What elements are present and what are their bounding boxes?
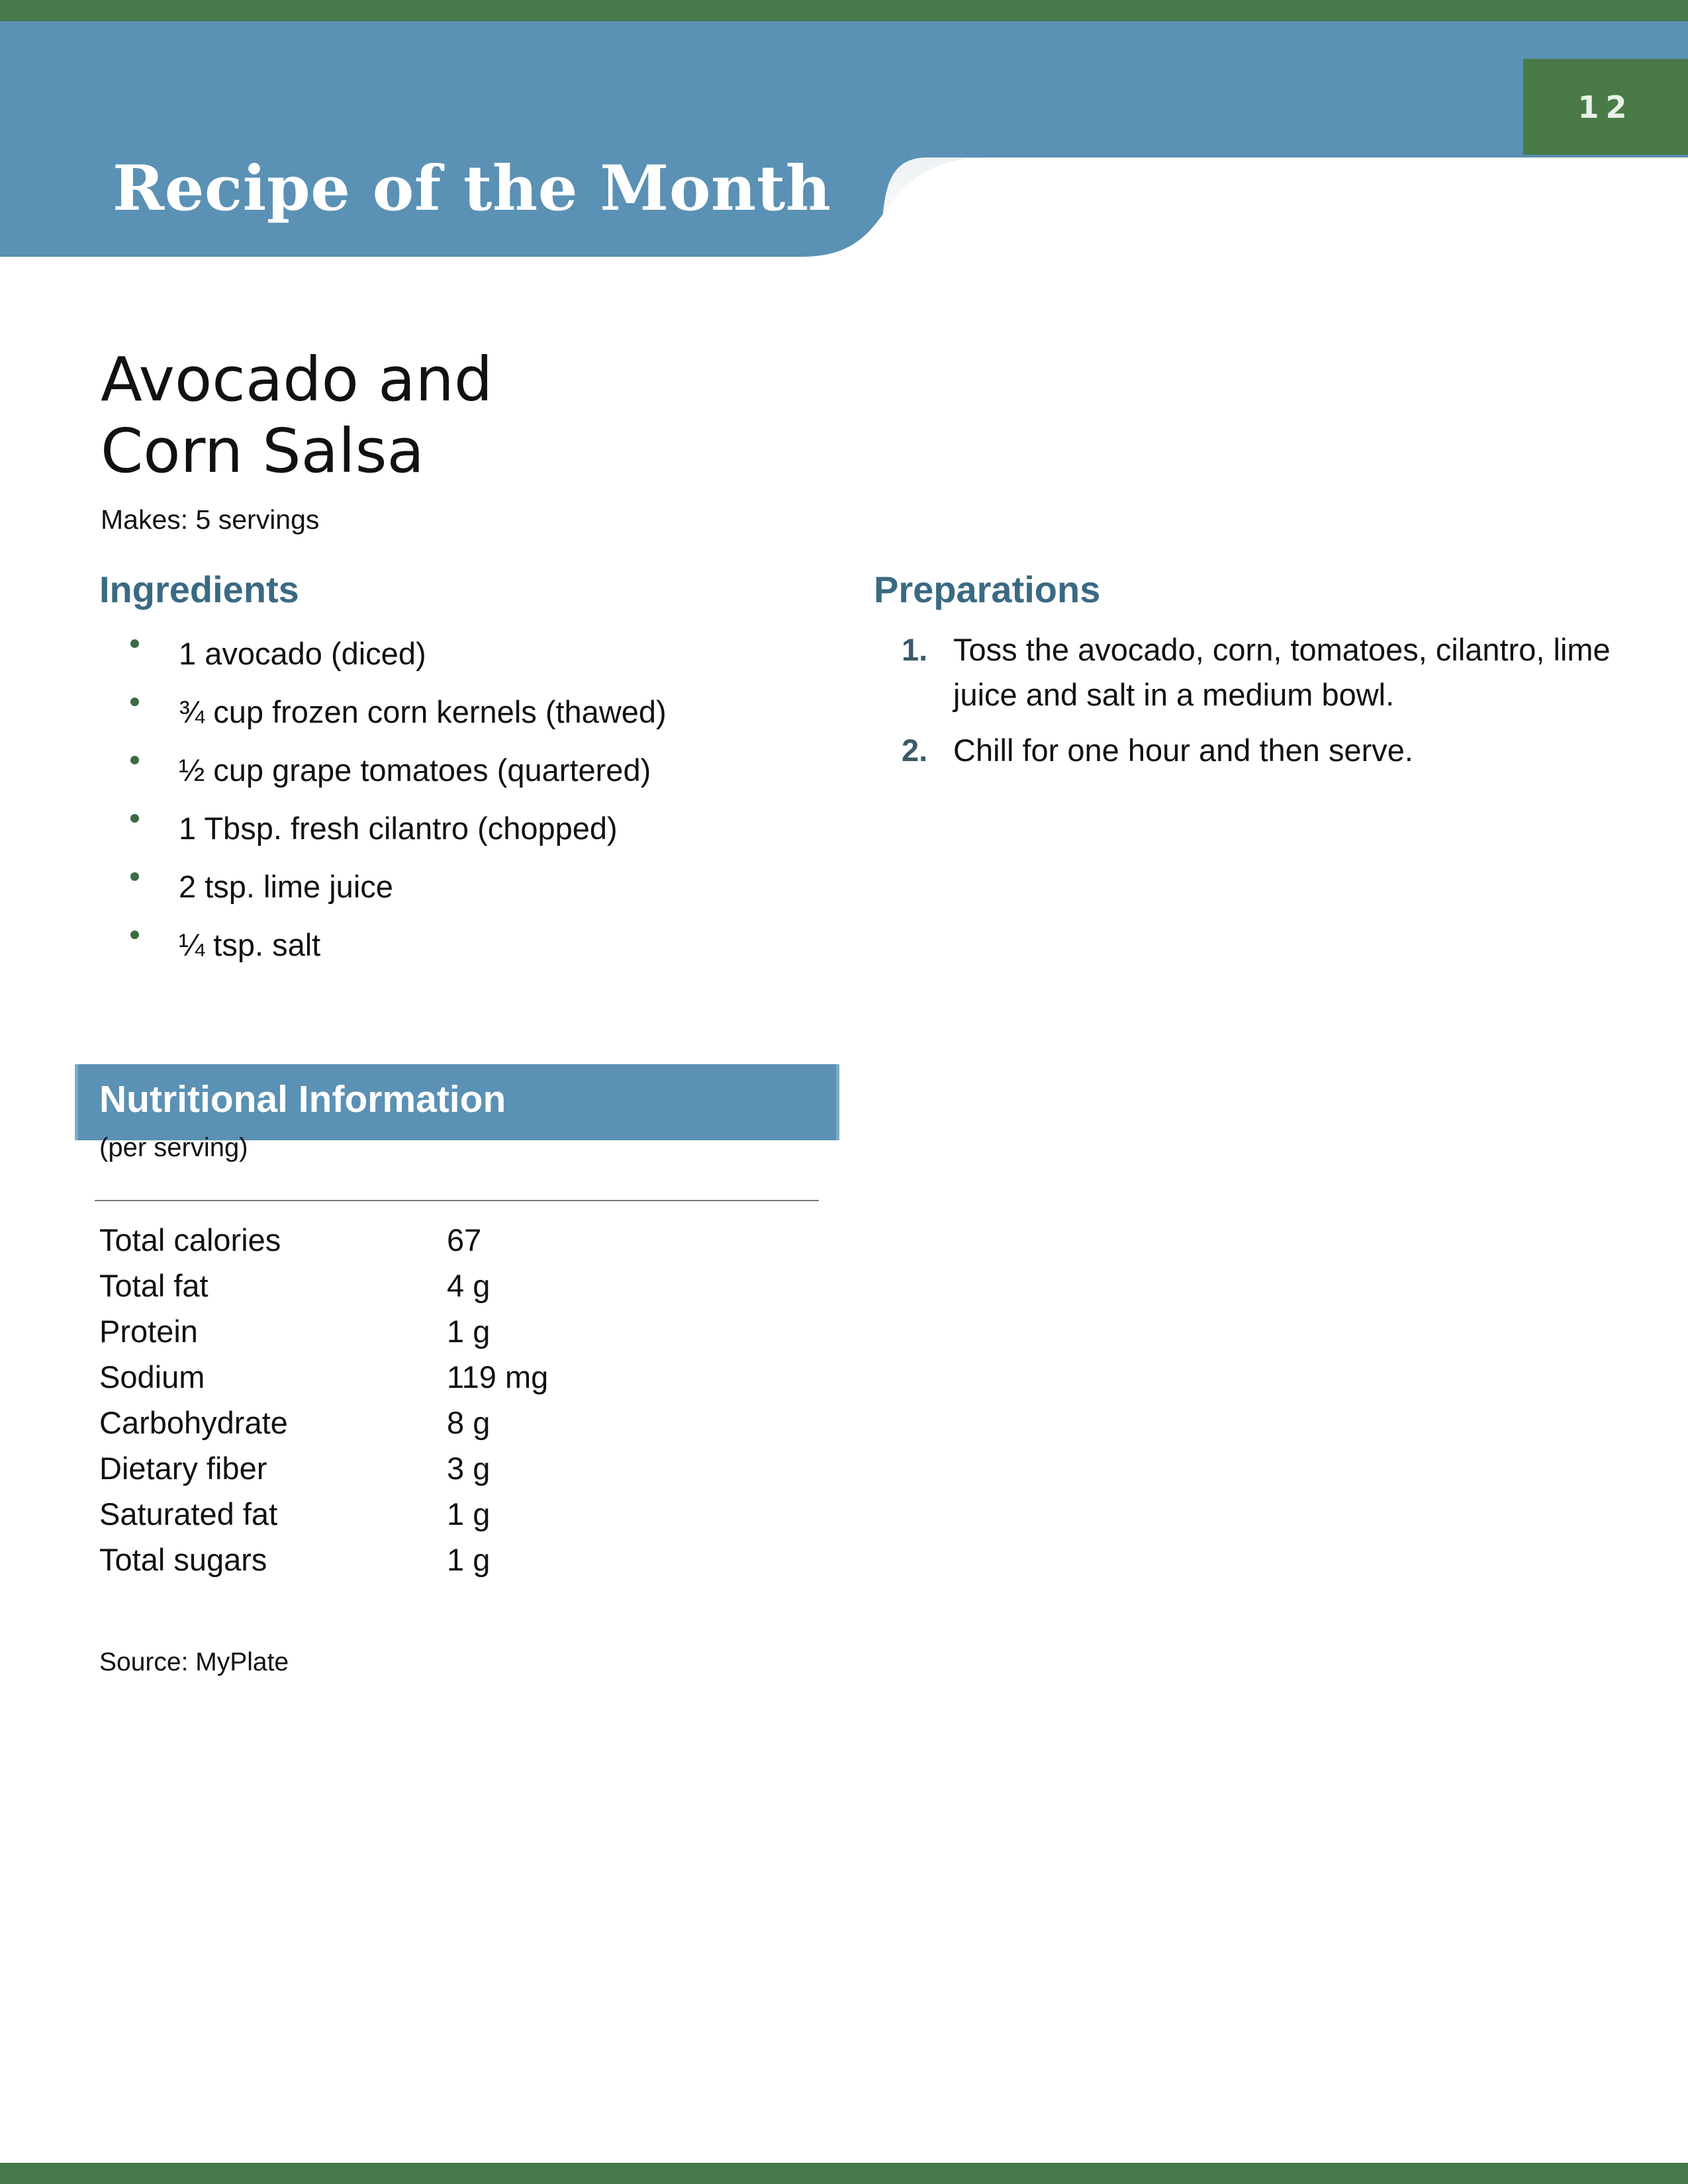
list-item (99, 919, 827, 977)
ingredient-text: 2 tsp. lime juice (179, 869, 393, 904)
list-item (99, 744, 827, 802)
nutrient-value: 3 g (447, 1451, 491, 1486)
top-stripe (0, 0, 1688, 21)
nutrient-label: Total sugars (99, 1542, 267, 1577)
bullet-icon (130, 756, 139, 764)
nutrient-value: 1 g (447, 1496, 491, 1531)
nutrient-value: 67 (447, 1222, 482, 1257)
nutrient-label: Total fat (99, 1268, 209, 1303)
preparations-list (874, 627, 1622, 784)
ingredient-text: ¼ tsp. salt (179, 927, 321, 962)
table-row (99, 1218, 712, 1263)
nutrient-label: Carbohydrate (99, 1405, 288, 1440)
preparations-heading: Preparations (874, 569, 1101, 610)
bullet-icon (130, 931, 139, 939)
step-number: 1. (902, 632, 928, 667)
nutrition-subtitle: (per serving) (99, 1133, 248, 1162)
recipe-title-line-1: Avocado and (101, 344, 493, 415)
step-number: 2. (902, 733, 928, 768)
list-item (99, 860, 827, 919)
list-item (99, 627, 827, 686)
nutrient-value: 1 g (447, 1314, 491, 1349)
nutrient-label: Dietary fiber (99, 1451, 267, 1486)
table-row (99, 1537, 712, 1583)
nutrient-value: 119 mg (447, 1359, 549, 1394)
ingredients-heading: Ingredients (99, 569, 299, 610)
nutrient-label: Saturated fat (99, 1496, 278, 1531)
step-text: Chill for one hour and then serve. (953, 733, 1413, 768)
nutrient-value: 1 g (447, 1542, 491, 1577)
bullet-icon (130, 872, 139, 881)
table-row (99, 1400, 712, 1446)
nutrient-label: Total calories (99, 1222, 281, 1257)
servings-text: Makes: 5 servings (101, 504, 320, 535)
nutrient-value: 4 g (447, 1268, 491, 1303)
list-item (99, 802, 827, 860)
table-row (99, 1263, 712, 1309)
list-item (874, 728, 1622, 773)
header-title: Recipe of the Month (113, 152, 831, 225)
source-credit: Source: MyPlate (99, 1648, 289, 1676)
table-row (99, 1446, 712, 1492)
table-row (99, 1309, 712, 1355)
table-row (99, 1355, 712, 1400)
divider (95, 1200, 819, 1201)
ingredient-text: 1 Tbsp. fresh cilantro (chopped) (179, 811, 618, 846)
step-text: Toss the avocado, corn, tomatoes, cilantro, lime juice and salt in a medium bowl. (953, 632, 1611, 712)
bullet-icon (130, 698, 139, 706)
recipe-title (101, 344, 696, 487)
page-number: 12 (1523, 59, 1688, 155)
ingredient-text: ¾ cup frozen corn kernels (thawed) (179, 694, 667, 729)
ingredients-list (99, 627, 827, 977)
nutrient-label: Sodium (99, 1359, 205, 1394)
list-item (99, 686, 827, 744)
ingredient-text: 1 avocado (diced) (179, 636, 426, 671)
bullet-icon (130, 814, 139, 823)
ingredient-text: ½ cup grape tomatoes (quartered) (179, 752, 651, 788)
bottom-stripe (0, 2163, 1688, 2184)
nutrient-value: 8 g (447, 1405, 491, 1440)
nutrient-label: Protein (99, 1314, 198, 1349)
recipe-title-line-2: Corn Salsa (101, 416, 424, 486)
bullet-icon (130, 639, 139, 648)
nutrition-title: Nutritional Information (99, 1078, 506, 1120)
nutrition-table (99, 1218, 712, 1583)
table-row (99, 1492, 712, 1537)
list-item (874, 627, 1622, 717)
